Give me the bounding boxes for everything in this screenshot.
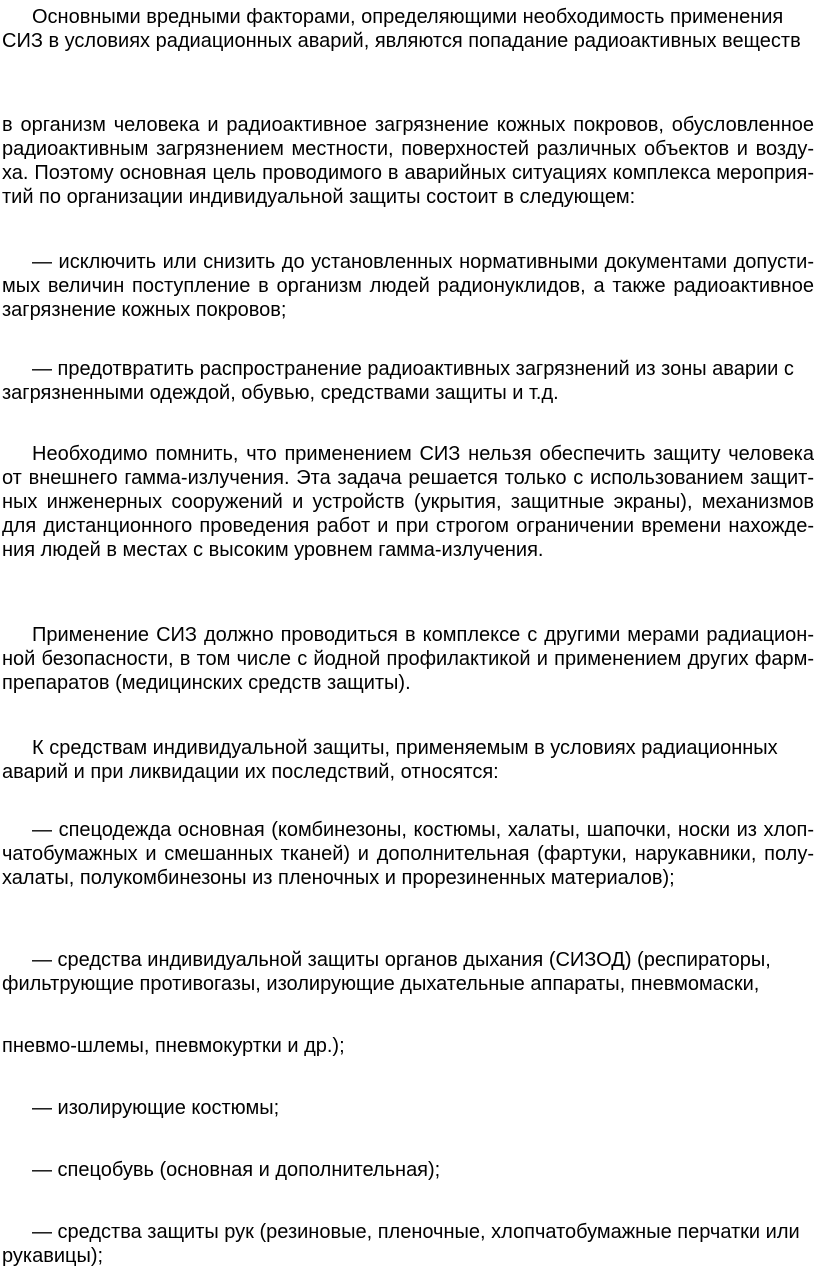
list-item-respiratory: — средства индивидуальной защиты органов дыхания (СИЗОД) (респираторы, фильтрующие противогазы, изолирующие дыхательные аппараты, пневмомаски,	[2, 949, 771, 995]
list-item-isolating-suits: — изолирующие костюмы;	[32, 1097, 280, 1119]
paragraph-means: К средствам индивидуальной защиты, применяемым в условиях радиационных аварий и при ликвидации их последствий, относятся:	[2, 737, 778, 783]
list-item-footwear: — спецобувь (основная и дополнительная);	[32, 1159, 441, 1181]
list-item-exclude: — исключить или снизить до установленных нормативными документами допусти-мых величин поступление в организм людей радионуклидов, а также радиоактивное загрязнение кожных покровов;	[2, 251, 814, 321]
paragraph-application: Применение СИЗ должно проводиться в комплексе с другими мерами радиацион-ной безопасности, в том числе с йодной профилактикой и применением других фарм-препаратов (медицинских средств защиты).	[2, 624, 814, 694]
list-item-prevent: — предотвратить распространение радиоактивных загрязнений из зоны аварии с загрязненными одеждой, обувью, средствами защиты и т.д.	[2, 358, 794, 404]
list-item-hand-protection: — средства защиты рук (резиновые, пленочные, хлопчатобумажные перчатки или рукавицы);	[2, 1221, 800, 1267]
paragraph-intro: Основными вредными факторами, определяющими необходимость применения СИЗ в условиях радиационных аварий, являются попадание радиоактивных веществ	[2, 6, 801, 52]
paragraph-remember: Необходимо помнить, что применением СИЗ нельзя обеспечить защиту человека от внешнего гамма-излучения. Эта задача решается только с использованием защит-ных инженерных сооружений и устройств (укрытия, защитные экраны), механизмов для дистанционного проведения работ и при строгом ограничении времени нахожде-ния людей в местах с высоким уровнем гамма-излучения.	[2, 443, 814, 561]
list-item-respiratory-continuation: пневмо-шлемы, пневмокуртки и др.);	[2, 1035, 345, 1057]
list-item-clothing: — спецодежда основная (комбинезоны, костюмы, халаты, шапочки, носки из хлоп-чатобумажных и смешанных тканей) и дополнительная (фартуки, нарукавники, полу-халаты, полукомбинезоны из пленочных и прорезиненных материалов);	[2, 819, 814, 889]
paragraph-continuation: в организм человека и радиоактивное загрязнение кожных покровов, обусловленное радиоактивным загрязнением местности, поверхностей различных объектов и возду-ха. Поэтому основная цель проводимого в аварийных ситуациях комплекса мероприя-тий по организации индивидуальной защиты состоит в следующем:	[2, 114, 814, 208]
